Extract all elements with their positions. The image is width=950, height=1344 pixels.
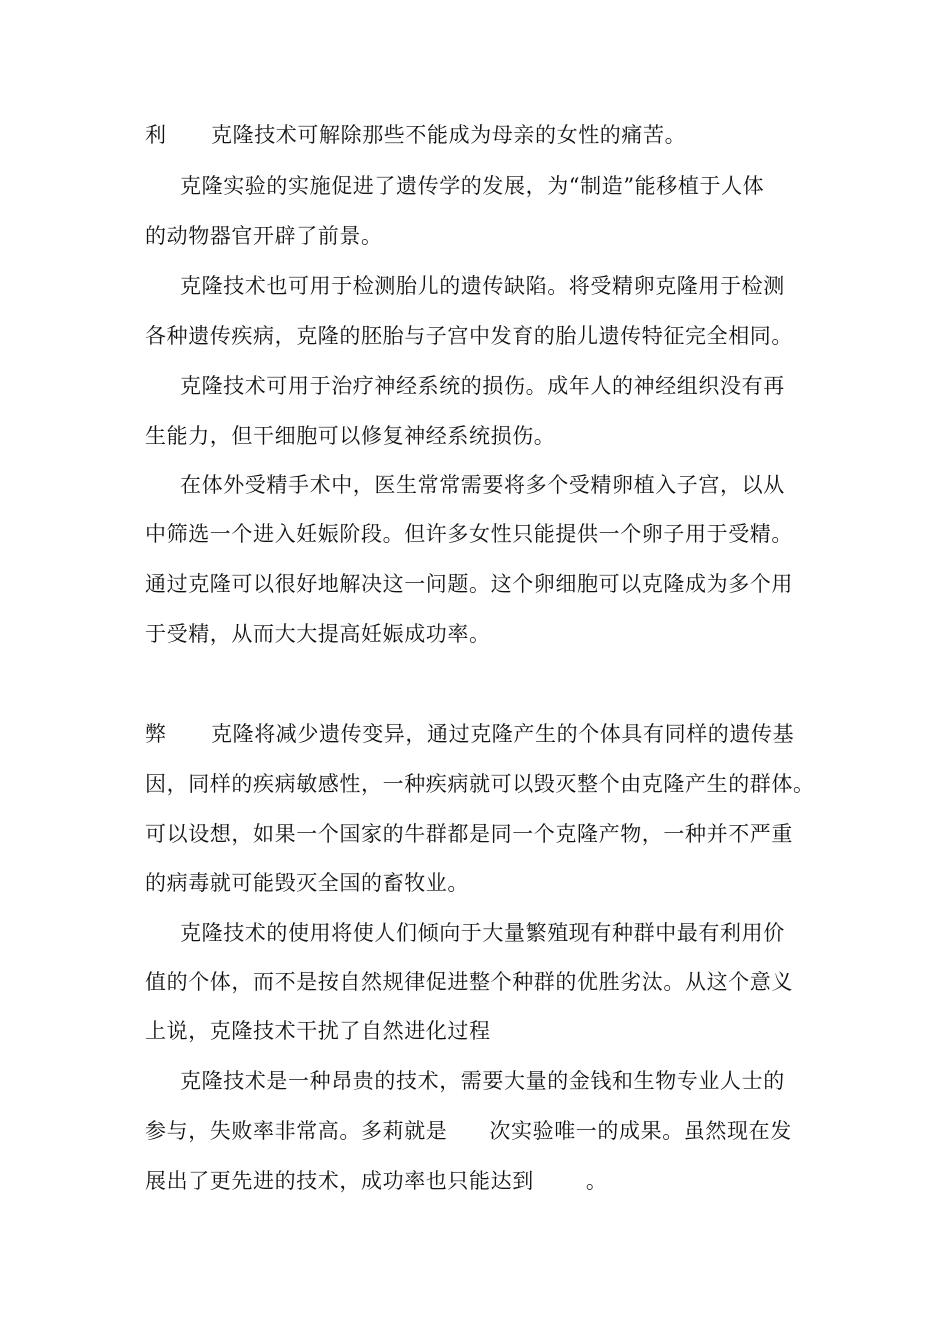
pros-para2-line2: 的动物器官开辟了前景。 [145,224,383,248]
cons-para2-line1: 克隆技术的使用将使人们倾向于大量繁殖现有种群中最有利用价 [180,921,785,945]
pros-heading-line [145,121,825,149]
pros-para2-line1: 克隆实验的实施促进了遗传学的发展，为“制造”能移植于人体 [180,174,765,198]
pros-para5-line4: 于受精，从而大大提高妊娠成功率。 [145,622,491,646]
cons-para3-line2 [145,1117,825,1145]
cons-para3-line2-part-b: 次实验唯一的成果。虽然现在发 [489,1119,792,1143]
cons-label: 弊 [145,722,167,746]
cons-line1-text: 克隆将减少遗传变异，通过克隆产生的个体具有同样的遗传基 [211,722,795,746]
cons-para3-line3 [145,1167,825,1195]
pros-para5-line2: 中筛选一个进入妊娠阶段。但许多女性只能提供一个卵子用于受精。 [145,522,793,546]
pros-label: 利 [145,123,167,147]
cons-heading-line [145,720,825,748]
pros-para3-line1: 克隆技术也可用于检测胎儿的遗传缺陷。将受精卵克隆用于检测 [180,274,785,298]
cons-para1-line3: 可以设想，如果一个国家的牛群都是同一个克隆产物，一种并不严重 [145,822,793,846]
cons-para1-line4: 的病毒就可能毁灭全国的畜牧业。 [145,871,469,895]
pros-para4-line1: 克隆技术可用于治疗神经系统的损伤。成年人的神经组织没有再 [180,374,785,398]
cons-para2-line3: 上说，克隆技术干扰了自然进化过程 [145,1019,491,1043]
cons-para1-line2: 因，同样的疾病敏感性，一种疾病就可以毁灭整个由克隆产生的群体。 [145,772,815,796]
pros-para3-line2: 各种遗传疾病，克隆的胚胎与子宫中发育的胎儿遗传特征完全相同。 [145,324,793,348]
cons-para3-line3-part-b: 。 [585,1169,608,1193]
pros-para4-line2: 生能力，但干细胞可以修复神经系统损伤。 [145,424,556,448]
cons-para3-line1: 克隆技术是一种昂贵的技术，需要大量的金钱和生物专业人士的 [180,1069,785,1093]
cons-para2-line2: 值的个体，而不是按自然规律促进整个种群的优胜劣汰。从这个意义 [145,970,793,994]
cons-para3-line3-part-a: 展出了更先进的技术，成功率也只能达到 [145,1169,534,1193]
pros-line1-text: 克隆技术可解除那些不能成为母亲的女性的痛苦。 [211,123,687,147]
pros-para5-line3: 通过克隆可以很好地解决这一问题。这个卵细胞可以克隆成为多个用 [145,572,793,596]
pros-para5-line1: 在体外受精手术中，医生常常需要将多个受精卵植入子宫，以从 [180,473,785,497]
cons-para3-line2-part-a: 参与，失败率非常高。多莉就是 [145,1119,448,1143]
